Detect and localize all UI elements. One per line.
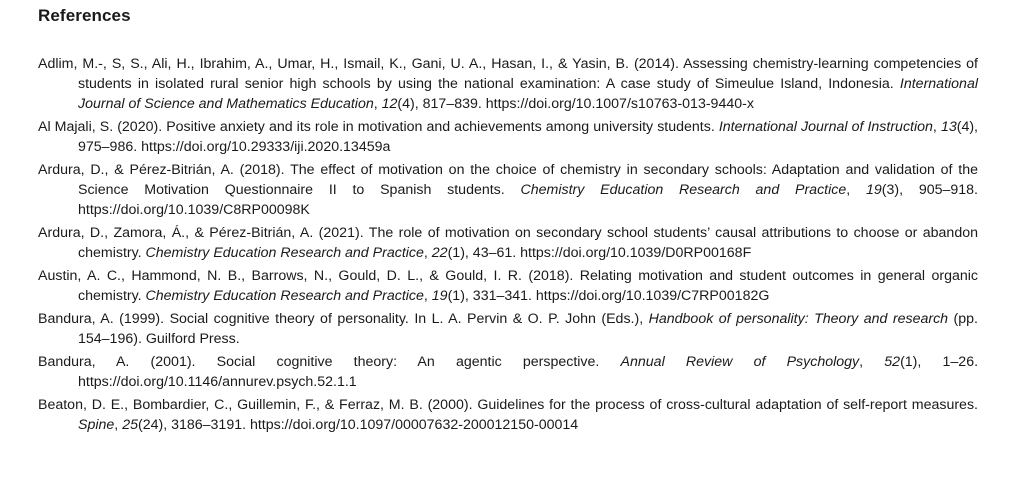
- reference-entry: [38, 395, 978, 435]
- reference-separator: ,: [859, 354, 885, 370]
- reference-separator: ,: [114, 417, 123, 433]
- reference-volume: 52: [884, 354, 901, 370]
- reference-details: (24), 3186–3191. https://doi.org/10.1097/00007632-200012150-00014: [137, 417, 579, 433]
- reference-volume: 19: [865, 182, 882, 198]
- reference-journal: Handbook of personality: Theory and research: [648, 311, 949, 327]
- reference-entry: [38, 117, 978, 157]
- reference-text: Bandura, A. (1999). Social cognitive theory of personality. In L. A. Pervin & O. P. John (Eds.),: [38, 311, 649, 327]
- reference-text: Beaton, D. E., Bombardier, C., Guillemin, F., & Ferraz, M. B. (2000). Guidelines for the process of cross-cultural adaptation of self-report measures.: [38, 397, 978, 413]
- reference-journal: International Journal of Science and Mathematics Education: [78, 76, 978, 112]
- reference-details: (1), 1–26. https://doi.org/10.1146/annurev.psych.52.1.1: [78, 354, 979, 390]
- reference-separator: ,: [423, 245, 432, 261]
- references-heading: References: [38, 6, 131, 25]
- reference-text: Al Majali, S. (2020). Positive anxiety and its role in motivation and achievements among university students.: [38, 119, 719, 135]
- reference-text: Bandura, A. (2001). Social cognitive theory: An agentic perspective.: [38, 354, 621, 370]
- reference-volume: 22: [431, 245, 448, 261]
- reference-entry: [38, 309, 978, 349]
- reference-separator: ,: [423, 288, 432, 304]
- reference-details: (1), 43–61. https://doi.org/10.1039/D0RP00168F: [447, 245, 752, 261]
- reference-journal: International Journal of Instruction: [718, 119, 933, 135]
- reference-details: (4), 817–839. https://doi.org/10.1007/s10763-013-9440-x: [397, 96, 754, 112]
- reference-journal: Chemistry Education Research and Practice: [145, 245, 424, 261]
- reference-entry: [38, 266, 978, 306]
- reference-entry: [38, 54, 978, 114]
- reference-entry: [38, 223, 978, 263]
- reference-details: (1), 331–341. https://doi.org/10.1039/C7RP00182G: [447, 288, 770, 304]
- reference-volume: 13: [940, 119, 957, 135]
- reference-journal: Chemistry Education Research and Practice: [145, 288, 424, 304]
- reference-separator: ,: [373, 96, 382, 112]
- reference-volume: 12: [381, 96, 398, 112]
- reference-volume: 19: [431, 288, 448, 304]
- reference-separator: ,: [932, 119, 941, 135]
- reference-entry: [38, 352, 978, 392]
- reference-details: (pp. 154–196). Guilford Press.: [78, 311, 978, 347]
- reference-list: [38, 54, 978, 438]
- reference-details: (3), 905–918. https://doi.org/10.1039/C8RP00098K: [78, 182, 979, 218]
- reference-text: Ardura, D., Zamora, Á., & Pérez-Bitrián, A. (2021). The role of motivation on secondary school students’ causal attributions to choose or abandon chemistry.: [38, 225, 978, 261]
- reference-text: Austin, A. C., Hammond, N. B., Barrows, N., Gould, D. L., & Gould, I. R. (2018). Relating motivation and student outcomes in general organic chemistry.: [38, 268, 978, 304]
- reference-text: Adlim, M.-, S, S., Ali, H., Ibrahim, A., Umar, H., Ismail, K., Gani, U. A., Hasan, I., & Yasin, B. (2014). Assessing chemistry-learning competencies of students in isolated rural senior high schools by using the national examination: A case study of Simeulue Island, Indonesia.: [38, 56, 978, 92]
- reference-text: Ardura, D., & Pérez-Bitrián, A. (2018). The effect of motivation on the choice of chemistry in secondary schools: Adaptation and validation of the Science Motivation Questionnaire II to Spanish students.: [38, 162, 978, 198]
- reference-entry: [38, 160, 978, 220]
- reference-journal: Spine: [78, 417, 115, 433]
- reference-separator: ,: [846, 182, 866, 198]
- reference-details: (4), 975–986. https://doi.org/10.29333/iji.2020.13459a: [78, 119, 978, 155]
- reference-volume: 25: [122, 417, 138, 433]
- reference-journal: Chemistry Education Research and Practice: [520, 182, 847, 198]
- reference-journal: Annual Review of Psychology: [620, 354, 860, 370]
